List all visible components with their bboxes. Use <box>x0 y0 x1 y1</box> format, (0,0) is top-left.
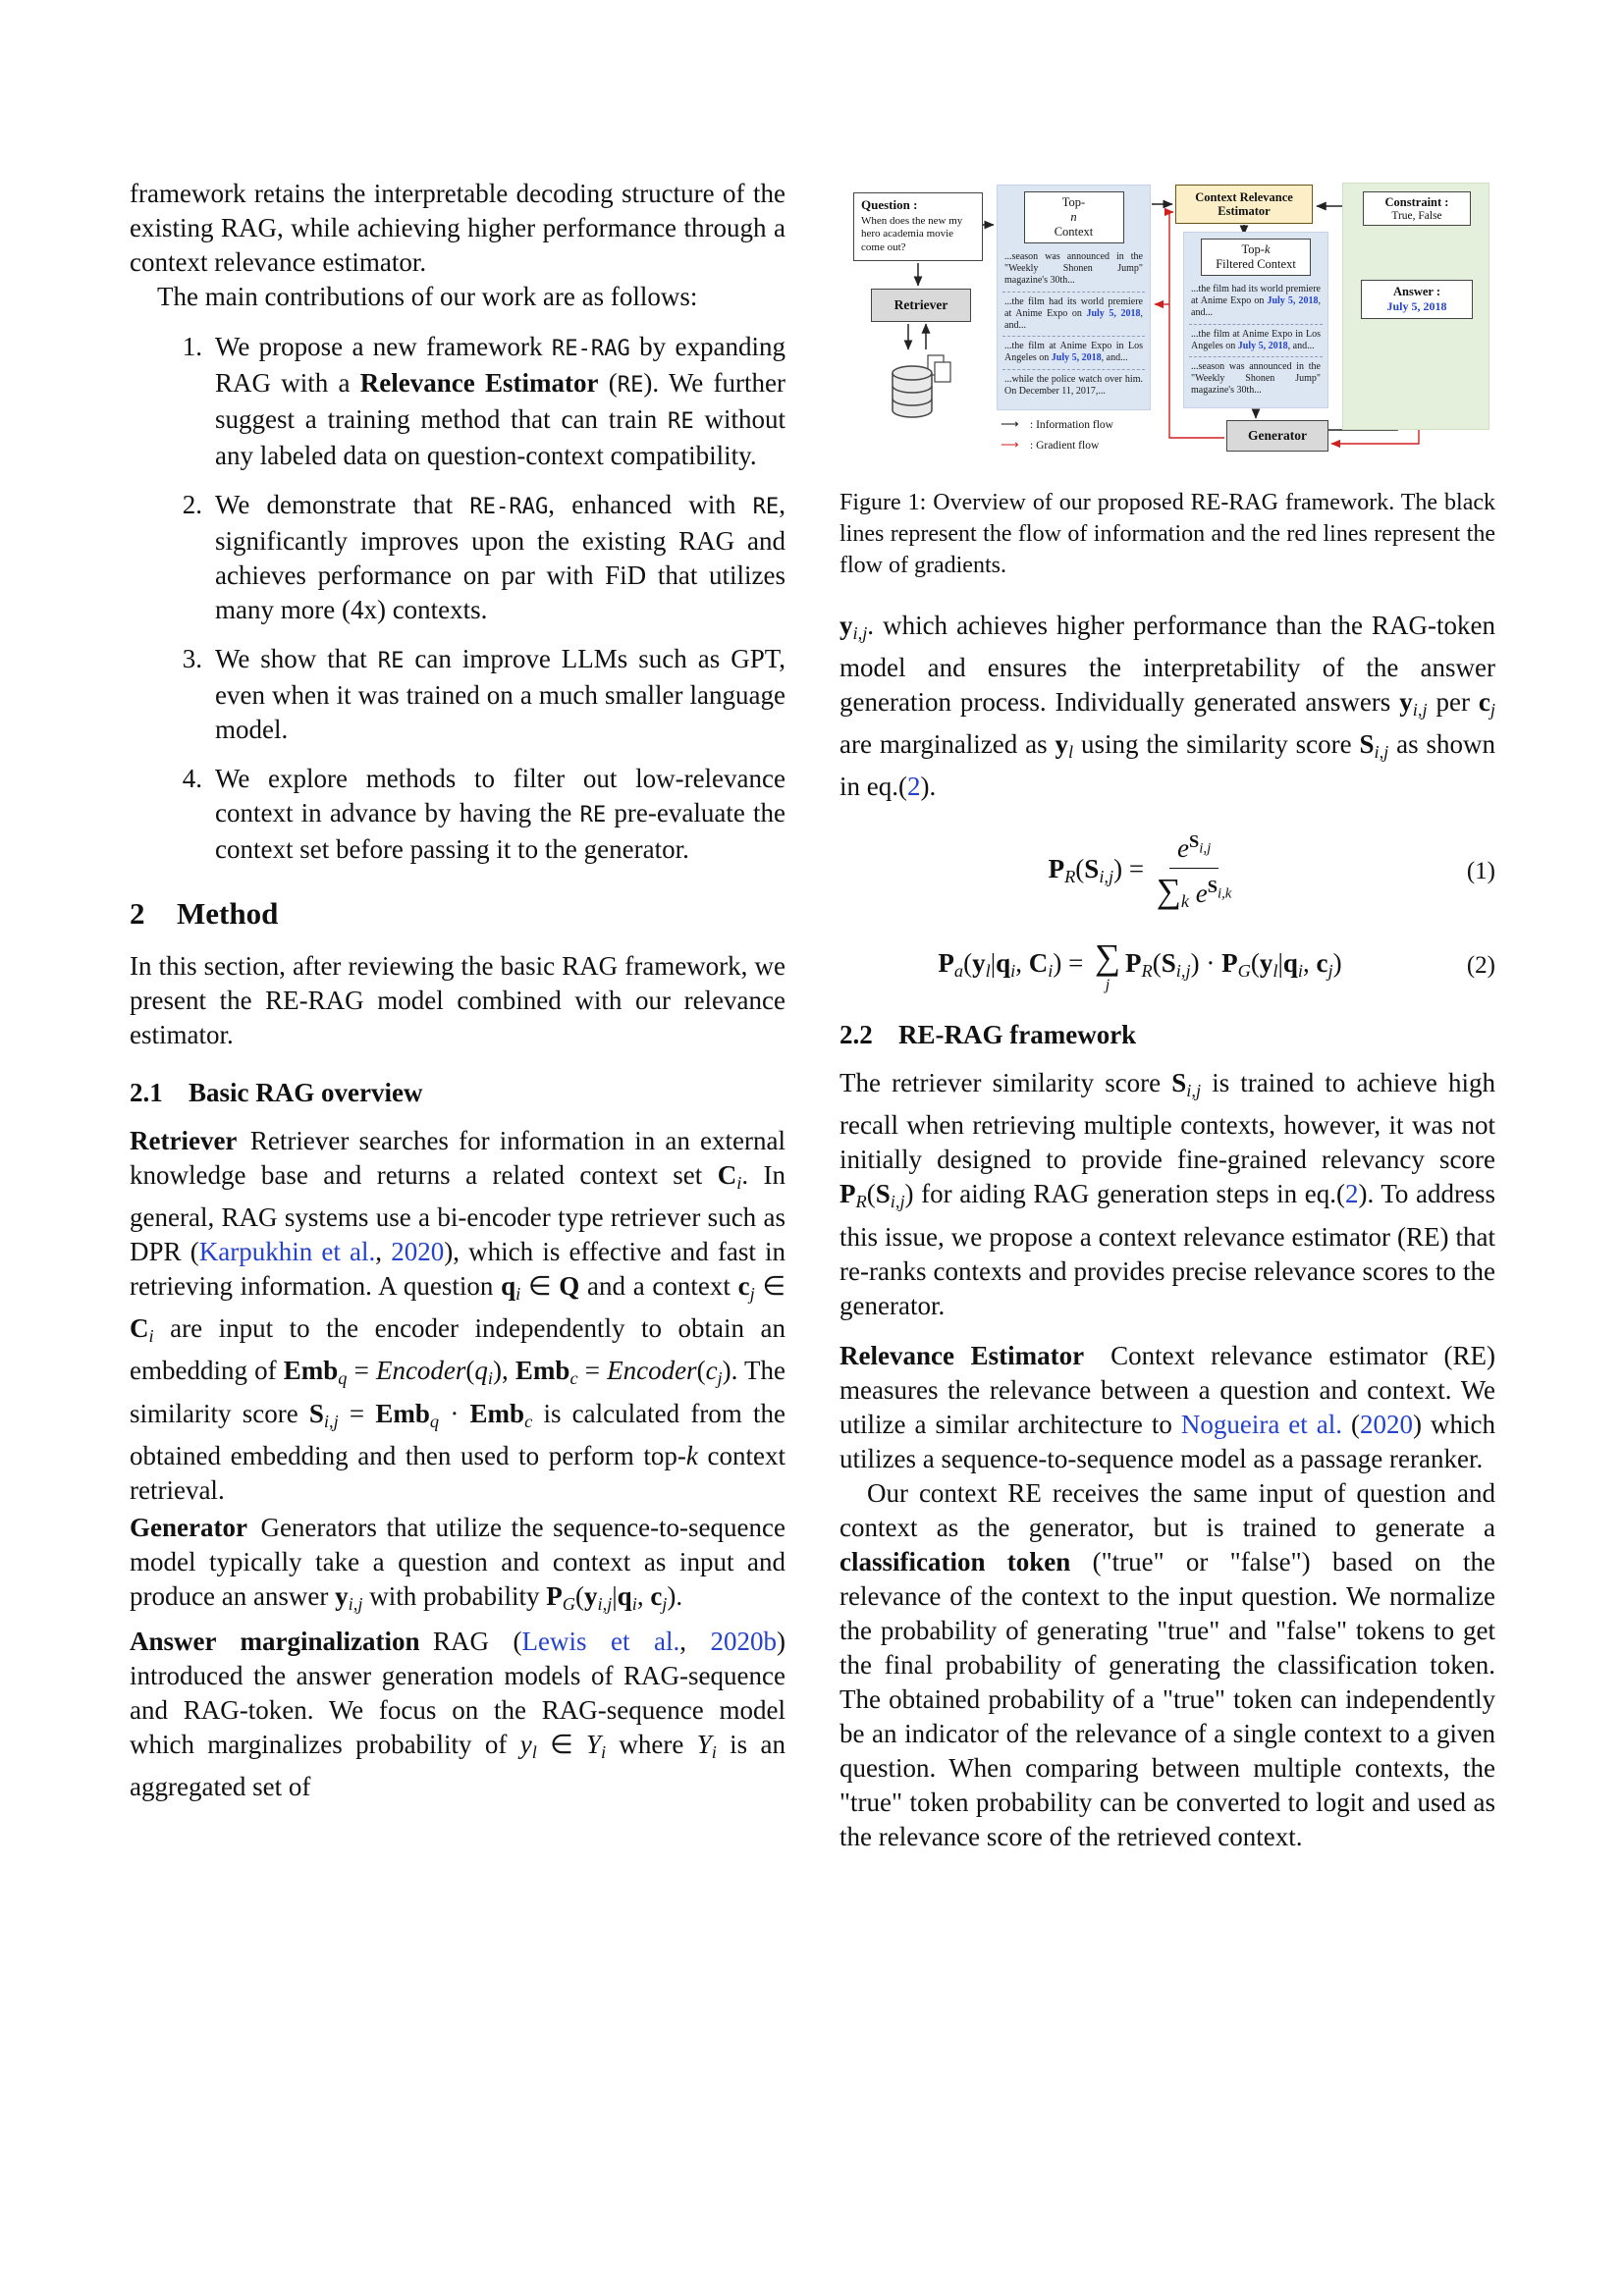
diagram-legend <box>1001 414 1113 455</box>
citation-link[interactable]: Karpukhin et al. <box>198 1237 376 1267</box>
topk-filtered-context-box <box>1201 239 1311 276</box>
constraint-box <box>1363 191 1471 226</box>
citation-link[interactable]: July 5, 2018 <box>1051 352 1102 364</box>
citation-link[interactable]: Lewis et al. <box>521 1626 680 1656</box>
paragraph-answer-marginalization: Answer marginalization RAG (Lewis et al., 2020b) introduced the answer generation models of RAG-sequence and RAG-token. We focus on the RAG-sequence model which marginalizes probability of yl ∈ Yi where Yi is an aggregated set of <box>130 1626 785 1801</box>
equation-number: (1) <box>1466 858 1495 885</box>
equation-2-body <box>839 936 1440 994</box>
contributions-list <box>173 330 785 867</box>
legend-grad-label: : Gradient flow <box>1030 440 1100 452</box>
left-column <box>130 177 785 1804</box>
list-number: 4. <box>182 764 202 793</box>
subsection-title: RE-RAG framework <box>898 1020 1137 1050</box>
fraction-denominator: ∑k $e^Si,k$ <box>1156 871 1232 911</box>
list-item <box>173 642 785 747</box>
list-item <box>173 330 785 473</box>
right-column <box>839 177 1495 1854</box>
list-text: We propose a new framework RE-RAG by expanding RAG with a Relevance Estimator (RE). We further suggest a training method that can train RE without any labeled data on question-context compatibility. <box>215 332 785 470</box>
question-box <box>853 192 983 261</box>
context-snippet: ...the film at Anime Expo in Los Angeles on July 5, 2018, and... <box>1002 336 1145 368</box>
topk-line1: Top-k <box>1241 242 1271 256</box>
context-snippet: ...season was announced in the "Weekly Shonen Jump" magazine's 30th... <box>1189 356 1323 401</box>
black-arrow-icon: ⟶ <box>1001 416 1019 431</box>
figure-caption: Figure 1: Overview of our proposed RE-RAG framework. The black lines represent the flow of information and the red lines represent the flow of gradients. <box>839 490 1495 578</box>
paragraph-classification-token: Our context RE receives the same input of question and context as the generator, but is trained to generate a classification token ("true" or "false") based on the relevance of the context to the input question. We normalize the probability of generating "true" and "false" tokens to get the final probability of generating the classification token. The obtained probability of a "true" token can independently be an indicator of the relevance of a single context to a given question. When comparing between multiple contexts, the "true" token probability can be converted to logit and used as the relevance score of the retrieved context. <box>839 1477 1496 1851</box>
topn-context-box: Top- n Context <box>1024 191 1124 243</box>
legend-gradient-flow <box>1001 435 1113 455</box>
paragraph-method-intro: In this section, after reviewing the basic RAG framework, we present the RE-RAG model combined with our relevance estimator. <box>130 951 785 1049</box>
constraint-value: True, False <box>1391 210 1442 222</box>
constraint-title: Constraint : <box>1384 195 1449 209</box>
equation-number: (2) <box>1466 951 1495 979</box>
equation-1 <box>839 831 1495 911</box>
figure-1 <box>839 177 1495 581</box>
citation-link[interactable]: Nogueira et al. <box>1180 1409 1343 1439</box>
list-item <box>173 762 785 867</box>
answer-title: Answer : <box>1392 285 1441 298</box>
subsection-number: 2.2 <box>839 1020 873 1050</box>
subsection-title: Basic RAG overview <box>189 1078 423 1107</box>
subsection-number: 2.1 <box>130 1078 163 1107</box>
sum-index: j <box>1105 976 1110 994</box>
paragraph-retriever: Retriever Retriever searches for information in an external knowledge base and returns a related context set Ci. In general, RAG systems use a bi-encoder type retriever such as DPR (Karpukhin et al., 2020), which is effective and fast in retrieving information. A question qi ∈ Q and a context cj ∈ Ci are input to the encoder independently to obtain an embedding of Embq = Encoder(qi), Embc = Encoder(cj). The similarity score Si,j = Embq · Embc is calculated from the obtained embedding and then used to perform top-k context retrieval. <box>130 1126 786 1505</box>
context-snippet: ...season was announced in the "Weekly Shonen Jump" magazine's 30th... <box>1004 251 1143 287</box>
list-item <box>173 488 785 627</box>
red-arrow-icon: ⟶ <box>1001 437 1019 452</box>
answer-value: July 5, 2018 <box>1386 299 1447 313</box>
fraction <box>1157 831 1232 911</box>
section-heading-method <box>130 896 785 932</box>
citation-link[interactable]: July 5, 2018 <box>1267 295 1319 307</box>
citation-link[interactable]: July 5, 2018 <box>1237 340 1288 351</box>
context-relevance-estimator-box: Context Relevance Estimator <box>1175 185 1313 224</box>
equation-2-rhs: PR(Si,j) · PG(yl|qi, cj) <box>1125 948 1342 982</box>
question-box-title: Question : <box>861 197 918 212</box>
equation-1-body <box>839 831 1440 911</box>
list-number: 2. <box>182 490 202 519</box>
question-box-text: When does the new my hero academia movie come out? <box>861 215 963 253</box>
re-rag-diagram <box>839 177 1495 469</box>
citation-link[interactable]: 2 <box>906 772 921 802</box>
database-icon <box>883 353 953 435</box>
section-title: Method <box>177 896 279 931</box>
equation-2-lhs: Pa(yl|qi, Ci) = <box>938 948 1091 982</box>
fraction-numerator: $e^Si,j$ <box>1169 831 1218 868</box>
subsection-heading-basic-rag <box>130 1078 785 1108</box>
answer-box <box>1361 280 1473 319</box>
paragraph-generator: Generator Generators that utilize the sequence-to-sequence model typically take a question and context as input and produce an answer yi,j with probability PG(yi,j|qi, cj). <box>130 1512 785 1614</box>
section-number: 2 <box>130 896 145 931</box>
equation-1-lhs: PR(Si,j) = <box>1048 854 1151 887</box>
citation-link[interactable]: 2020b <box>710 1626 777 1656</box>
paragraph-relevance-estimator: Relevance Estimator Context relevance estimator (RE) measures the relevance between a question and context. We utilize a similar architecture to Nogueira et al. (2020) which utilizes a sequence-to-sequence model as a passage reranker. <box>839 1340 1496 1473</box>
list-number: 3. <box>182 644 202 673</box>
citation-link[interactable]: 2020 <box>391 1237 445 1267</box>
paragraph-marginalization-continued: yi,j. which achieves higher performance than the RAG-token model and ensures the interpretability of the answer generation process. Individually generated answers yi,j per cj are marginalized as yl using the similarity score Si,j as shown in eq.(2). <box>839 611 1496 802</box>
context-snippet: ...the film had its world premiere at Anime Expo on July 5, 2018, and... <box>1191 284 1321 319</box>
list-number: 1. <box>182 332 202 361</box>
paragraph-contributions-intro: The main contributions of our work are as follows: <box>157 282 698 311</box>
summation <box>1095 936 1121 994</box>
topk-filtered-context-panel <box>1183 232 1328 408</box>
list-text: We demonstrate that RE-RAG, enhanced with RE, significantly improves upon the existing RAG and achieves performance on par with FiD that utilizes many more (4x) contexts. <box>215 490 785 624</box>
sum-symbol: ∑ <box>1095 936 1121 977</box>
citation-link[interactable]: 2020 <box>1360 1409 1414 1439</box>
context-snippet: ...while the police watch over him. On December 11, 2017,... <box>1002 369 1145 401</box>
citation-link[interactable]: July 5, 2018 <box>1086 307 1141 319</box>
retriever-box: Retriever <box>871 289 971 322</box>
paragraph-retriever-score: The retriever similarity score Si,j is trained to achieve high recall when retrieving multiple contexts, however, it was not initially designed to provide fine-grained relevancy score PR(Si,j) for aiding RAG generation steps in eq.(2). To address this issue, we propose a context relevance estimator (RE) that re-ranks contexts and provides precise relevance scores to the generator. <box>839 1068 1496 1320</box>
paragraph-intro-continuation: framework retains the interpretable decoding structure of the existing RAG, while achieving higher performance through a context relevance estimator. <box>130 179 785 277</box>
citation-link[interactable]: 2 <box>1344 1179 1359 1209</box>
legend-information-flow <box>1001 414 1113 435</box>
context-snippet: ...the film had its world premiere at Anime Expo on July 5, 2018, and... <box>1002 292 1145 337</box>
subsection-heading-re-rag-framework <box>839 1020 1495 1050</box>
topk-line2: Filtered Context <box>1216 257 1296 271</box>
equation-2 <box>839 936 1495 994</box>
list-text: We show that RE can improve LLMs such as GPT, even when it was trained on a much smaller language model. <box>215 644 785 744</box>
legend-info-label: : Information flow <box>1030 419 1113 431</box>
context-snippet: ...the film at Anime Expo in Los Angeles on July 5, 2018, and... <box>1189 324 1323 356</box>
answer-constraint-panel <box>1342 183 1489 430</box>
topn-context-panel <box>997 185 1151 410</box>
generator-box: Generator <box>1226 420 1328 452</box>
list-text: We explore methods to filter out low-relevance context in advance by having the RE pre-evaluate the context set before passing it to the generator. <box>215 764 785 864</box>
